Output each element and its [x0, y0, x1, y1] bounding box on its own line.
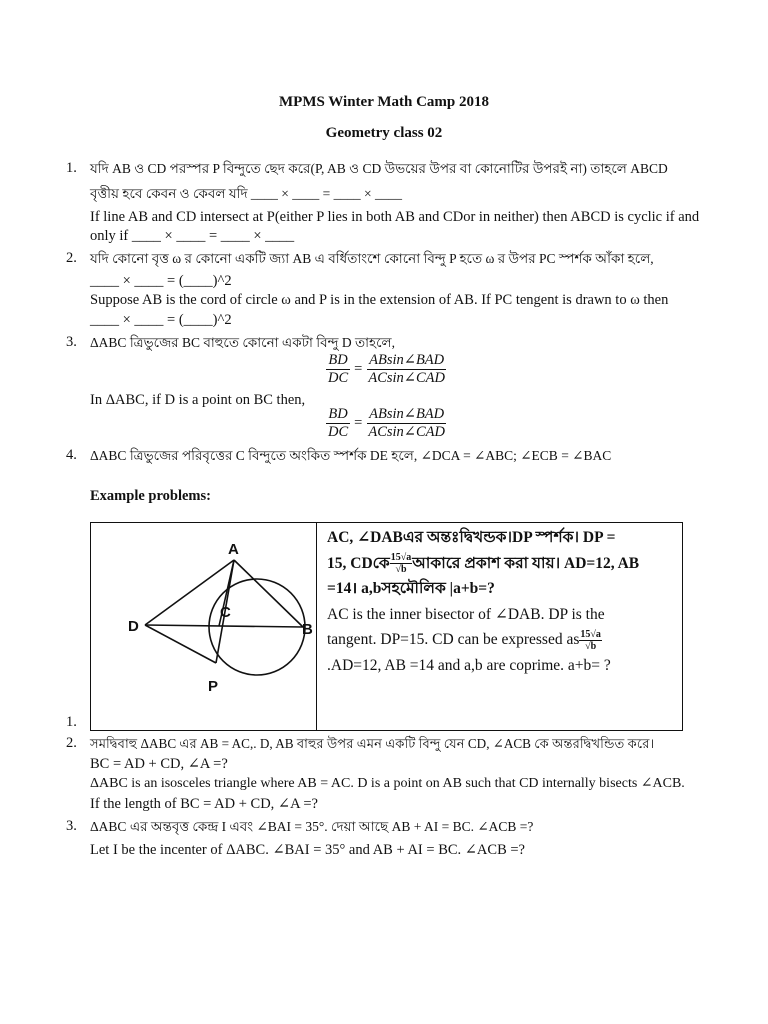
example-1-english-a: AC is the inner bisector of ∠DAB. DP is the	[327, 605, 605, 623]
example-2-bangla-line2: BC = AD + CD, ∠A =?	[90, 756, 228, 772]
theory-1-english-line2: only if ____ × ____ = ____ × ____	[90, 228, 295, 244]
example-3-english-line1: Let I be the incenter of ΔABC. ∠BAI = 35° and AB + AI = BC. ∠ACB =?	[90, 842, 525, 858]
label-b: B	[302, 621, 313, 638]
document-title: MPMS Winter Math Camp 2018	[279, 94, 489, 110]
example-1-english-c: .AD=12, AB =14 and a,b are coprime. a+b= ?	[327, 656, 611, 674]
document-subtitle: Geometry class 02	[325, 125, 443, 141]
example-1-bangla-b1: 15, CDকে	[327, 554, 390, 572]
formula-lhs-denominator: DC	[328, 370, 349, 386]
surd-denominator: √b	[585, 640, 597, 652]
examples-heading: Example problems:	[90, 488, 211, 504]
segment-db	[145, 625, 303, 627]
example-2-english-line2: If the length of BC = AD + CD, ∠A =?	[90, 796, 318, 812]
example-1-english-b	[327, 627, 673, 653]
segment-dp	[145, 625, 216, 663]
formula-lhs-denominator: DC	[328, 424, 349, 440]
theory-1-bangla-line1: যদি AB ও CD পরস্পর P বিন্দুতে ছেদ করে(P, AB ও CD উভয়ের উপর বা কোনোটির উপরই না) তাহলে ABCD	[90, 161, 668, 176]
surd-denominator: √b	[395, 564, 407, 576]
example-3-bangla-line1: ΔABC এর অন্তবৃত্ত কেন্দ্র I এবং ∠BAI = 35°. দেয়া আছে AB + AI = BC. ∠ACB =?	[90, 819, 534, 834]
example-2-english-line1: ΔABC is an isosceles triangle where AB = AC. D is a point on AB such that CD internally bisects ∠ACB.	[90, 776, 685, 791]
item-number: 3.	[66, 334, 77, 350]
theory-3-bangla-line1: ΔABC ত্রিভুজের BC বাহুতে কোনো একটা বিন্দু D তাহলে,	[90, 335, 395, 350]
table-divider	[316, 523, 317, 730]
formula-equals: =	[354, 415, 363, 431]
example-2-bangla-line1: সমদ্বিবাহু ΔABC এর AB = AC,. D, AB বাহুর উপর এমন একটি বিন্দু যেন CD, ∠ACB কে অন্তরদ্বিখন্ডিত করে।	[90, 736, 655, 751]
item-number: 4.	[66, 447, 77, 463]
theory-1-bangla-line2: বৃত্তীয় হবে কেবন ও কেবল যদি ____ × ____ = ____ × ____	[90, 186, 403, 201]
example-1-bangla-c: =14। a,bসহমৌলিক |a+b=?	[327, 580, 495, 597]
geometry-figure	[92, 524, 314, 727]
formula-rhs	[366, 352, 447, 387]
ratio-formula	[326, 406, 447, 441]
theory-2-english-line2: ____ × ____ = (____)^2	[90, 312, 232, 328]
formula-rhs-denominator: ACsin∠CAD	[368, 370, 445, 386]
example-1-text	[327, 525, 673, 678]
label-p: P	[208, 678, 219, 695]
formula-equals: =	[354, 361, 363, 377]
label-d: D	[128, 618, 139, 635]
theory-2-bangla-line1: যদি কোনো বৃত্ত ω র কোনো একটি জ্যা AB এ বর্ধিতাংশে কোনো বিন্দু P হতে ω র উপর PC স্পর্শক আঁকা হলে,	[90, 251, 654, 266]
formula-rhs-numerator: ABsin∠BAD	[369, 352, 445, 368]
item-number: 2.	[66, 250, 77, 266]
label-a: A	[228, 541, 239, 558]
formula-rhs	[366, 406, 447, 441]
example-1-bangla-b	[327, 551, 673, 577]
theory-1-english-line1: If line AB and CD intersect at P(either P lies in both AB and CDor in neither) then ABCD is cyclic if and	[90, 209, 700, 225]
surd-fraction	[390, 552, 413, 575]
theory-3-english-line1: In ΔABC, if D is a point on BC then,	[90, 392, 306, 408]
segment-ab	[234, 560, 303, 627]
item-number: 1.	[66, 714, 77, 730]
formula-rhs-numerator: ABsin∠BAD	[369, 406, 445, 422]
formula-lhs-numerator: BD	[328, 406, 348, 422]
theory-2-english-line1: Suppose AB is the cord of circle ω and P is in the extension of AB. If PC tengent is drawn to ω then	[90, 292, 669, 308]
formula-lhs-numerator: BD	[328, 352, 348, 368]
item-number: 2.	[66, 735, 77, 751]
item-number: 3.	[66, 818, 77, 834]
theory-2-bangla-line2: ____ × ____ = (____)^2	[90, 273, 232, 289]
surd-fraction	[579, 629, 602, 652]
surd-numerator: 15√a	[390, 552, 412, 564]
formula-lhs	[326, 406, 350, 441]
formula-lhs	[326, 352, 350, 387]
item-number: 1.	[66, 160, 77, 176]
surd-numerator: 15√a	[580, 628, 601, 640]
label-c: C	[220, 604, 231, 621]
example-1-english-b-text: tangent. DP=15. CD can be expressed as	[327, 631, 580, 648]
ratio-formula	[326, 352, 447, 387]
example-1-bangla-b2: আকারে প্রকাশ করা যায়। AD=12, AB	[412, 554, 640, 572]
formula-rhs-denominator: ACsin∠CAD	[368, 424, 445, 440]
theory-4-bangla-line1: ΔABC ত্রিভুজের পরিবৃত্তের C বিন্দুতে অংকিত স্পর্শক DE হলে, ∠DCA = ∠ABC; ∠ECB = ∠BAC	[90, 448, 612, 463]
example-1-bangla-a: AC, ∠DABএর অন্তঃদ্বিখন্ডক।DP স্পর্শক। DP =	[327, 529, 616, 546]
